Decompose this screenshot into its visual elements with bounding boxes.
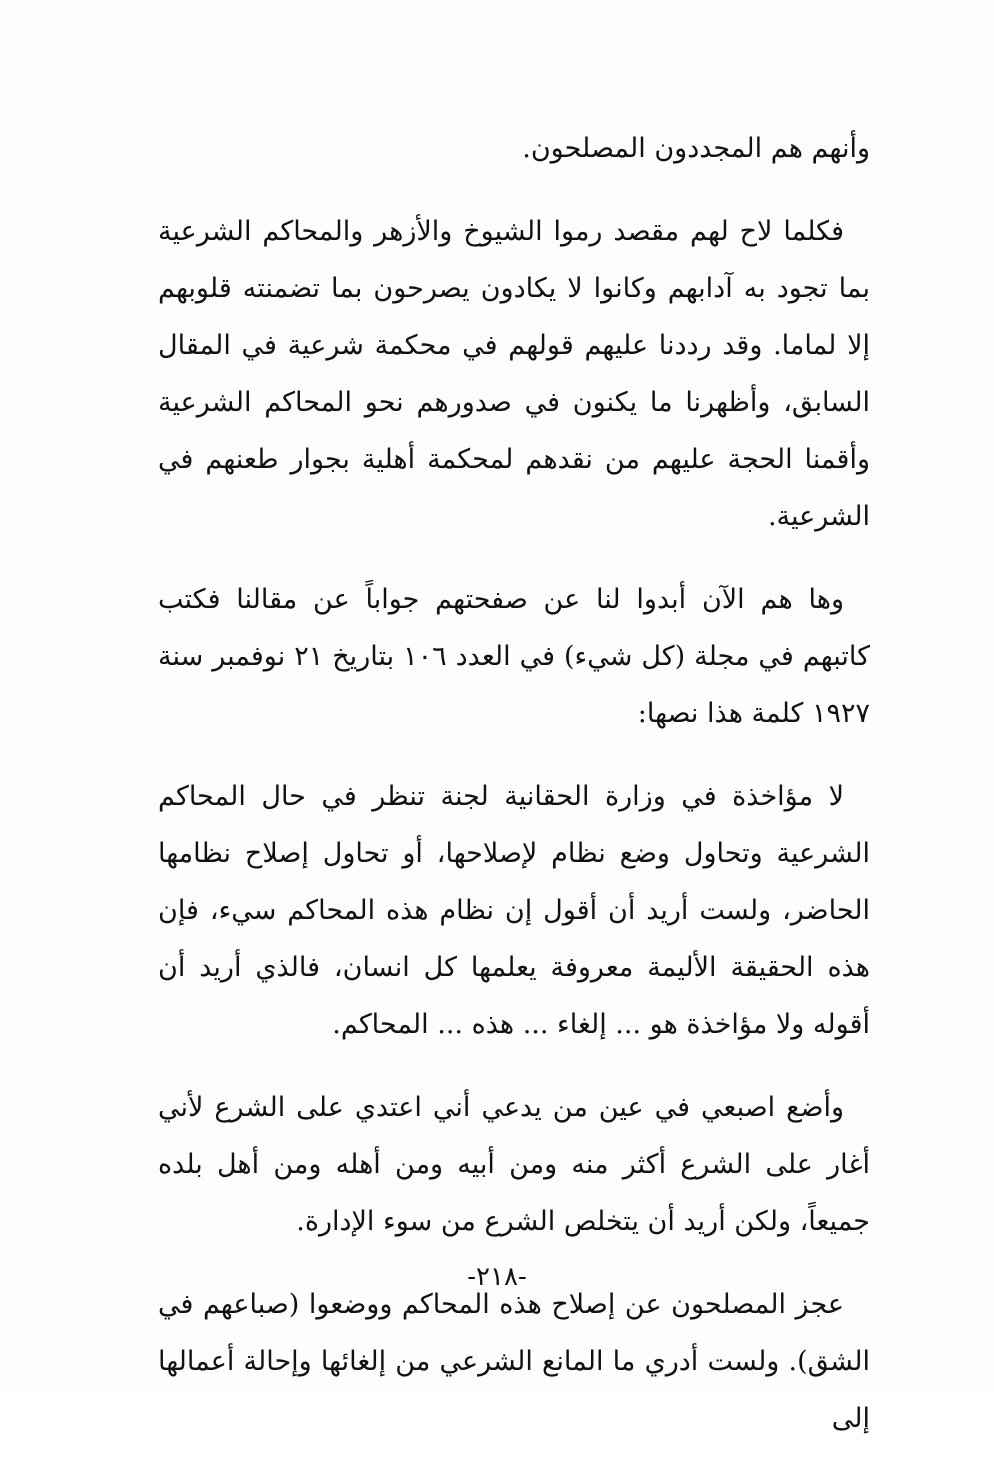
page-number: -٢١٨-: [467, 1262, 527, 1292]
paragraph-6: عجز المصلحون عن إصلاح هذه المحاكم ووضعوا (صباعهم في الشق). ولست أدري ما المانع الشرعي من إلغائها وإحالة أعمالها إلى: [158, 1289, 870, 1434]
paragraph-5: وأضع اصبعي في عين من يدعي أني اعتدي على الشرع لأني أغار على الشرع أكثر منه ومن أبيه ومن أهله ومن أهل بلده جميعاً، ولكن أريد أن يتخلص الشرع من سوء الإدارة.: [158, 1092, 870, 1237]
paragraph-4: لا مؤاخذة في وزارة الحقانية لجنة تنظر في حال المحاكم الشرعية وتحاول وضع نظام لإصلاحها، أو تحاول إصلاح نظامها الحاضر، ولست أريد أن أقول إن نظام هذه المحاكم سيء، فإن هذه الحقيقة الأليمة معروفة يعلمها كل انسان، فالذي أريد أن أقوله ولا مؤاخذة هو ... إلغاء ... هذه ... المحاكم.: [158, 781, 870, 1040]
paragraph-2: فكلما لاح لهم مقصد رموا الشيوخ والأزهر والمحاكم الشرعية بما تجود به آدابهم وكانوا لا يكادون يصرحون بما تضمنته قلوبهم إلا لماما. وقد رددنا عليهم قولهم في محكمة شرعية في المقال السابق، وأظهرنا ما يكنون في صدورهم نحو المحاكم الشرعية وأقمنا الحجة عليهم من نقدهم لمحكمة أهلية بجوار طعنهم في الشرعية.: [158, 216, 870, 532]
paragraph-1: وأنهم هم المجددون المصلحون.: [522, 133, 870, 164]
paragraph-3: وها هم الآن أبدوا لنا عن صفحتهم جواباً عن مقالنا فكتب كاتبهم في مجلة (كل شيء) في العدد ١٠٦ بتاريخ ٢١ نوفمبر سنة ١٩٢٧ كلمة هذا نصها:: [158, 584, 870, 729]
